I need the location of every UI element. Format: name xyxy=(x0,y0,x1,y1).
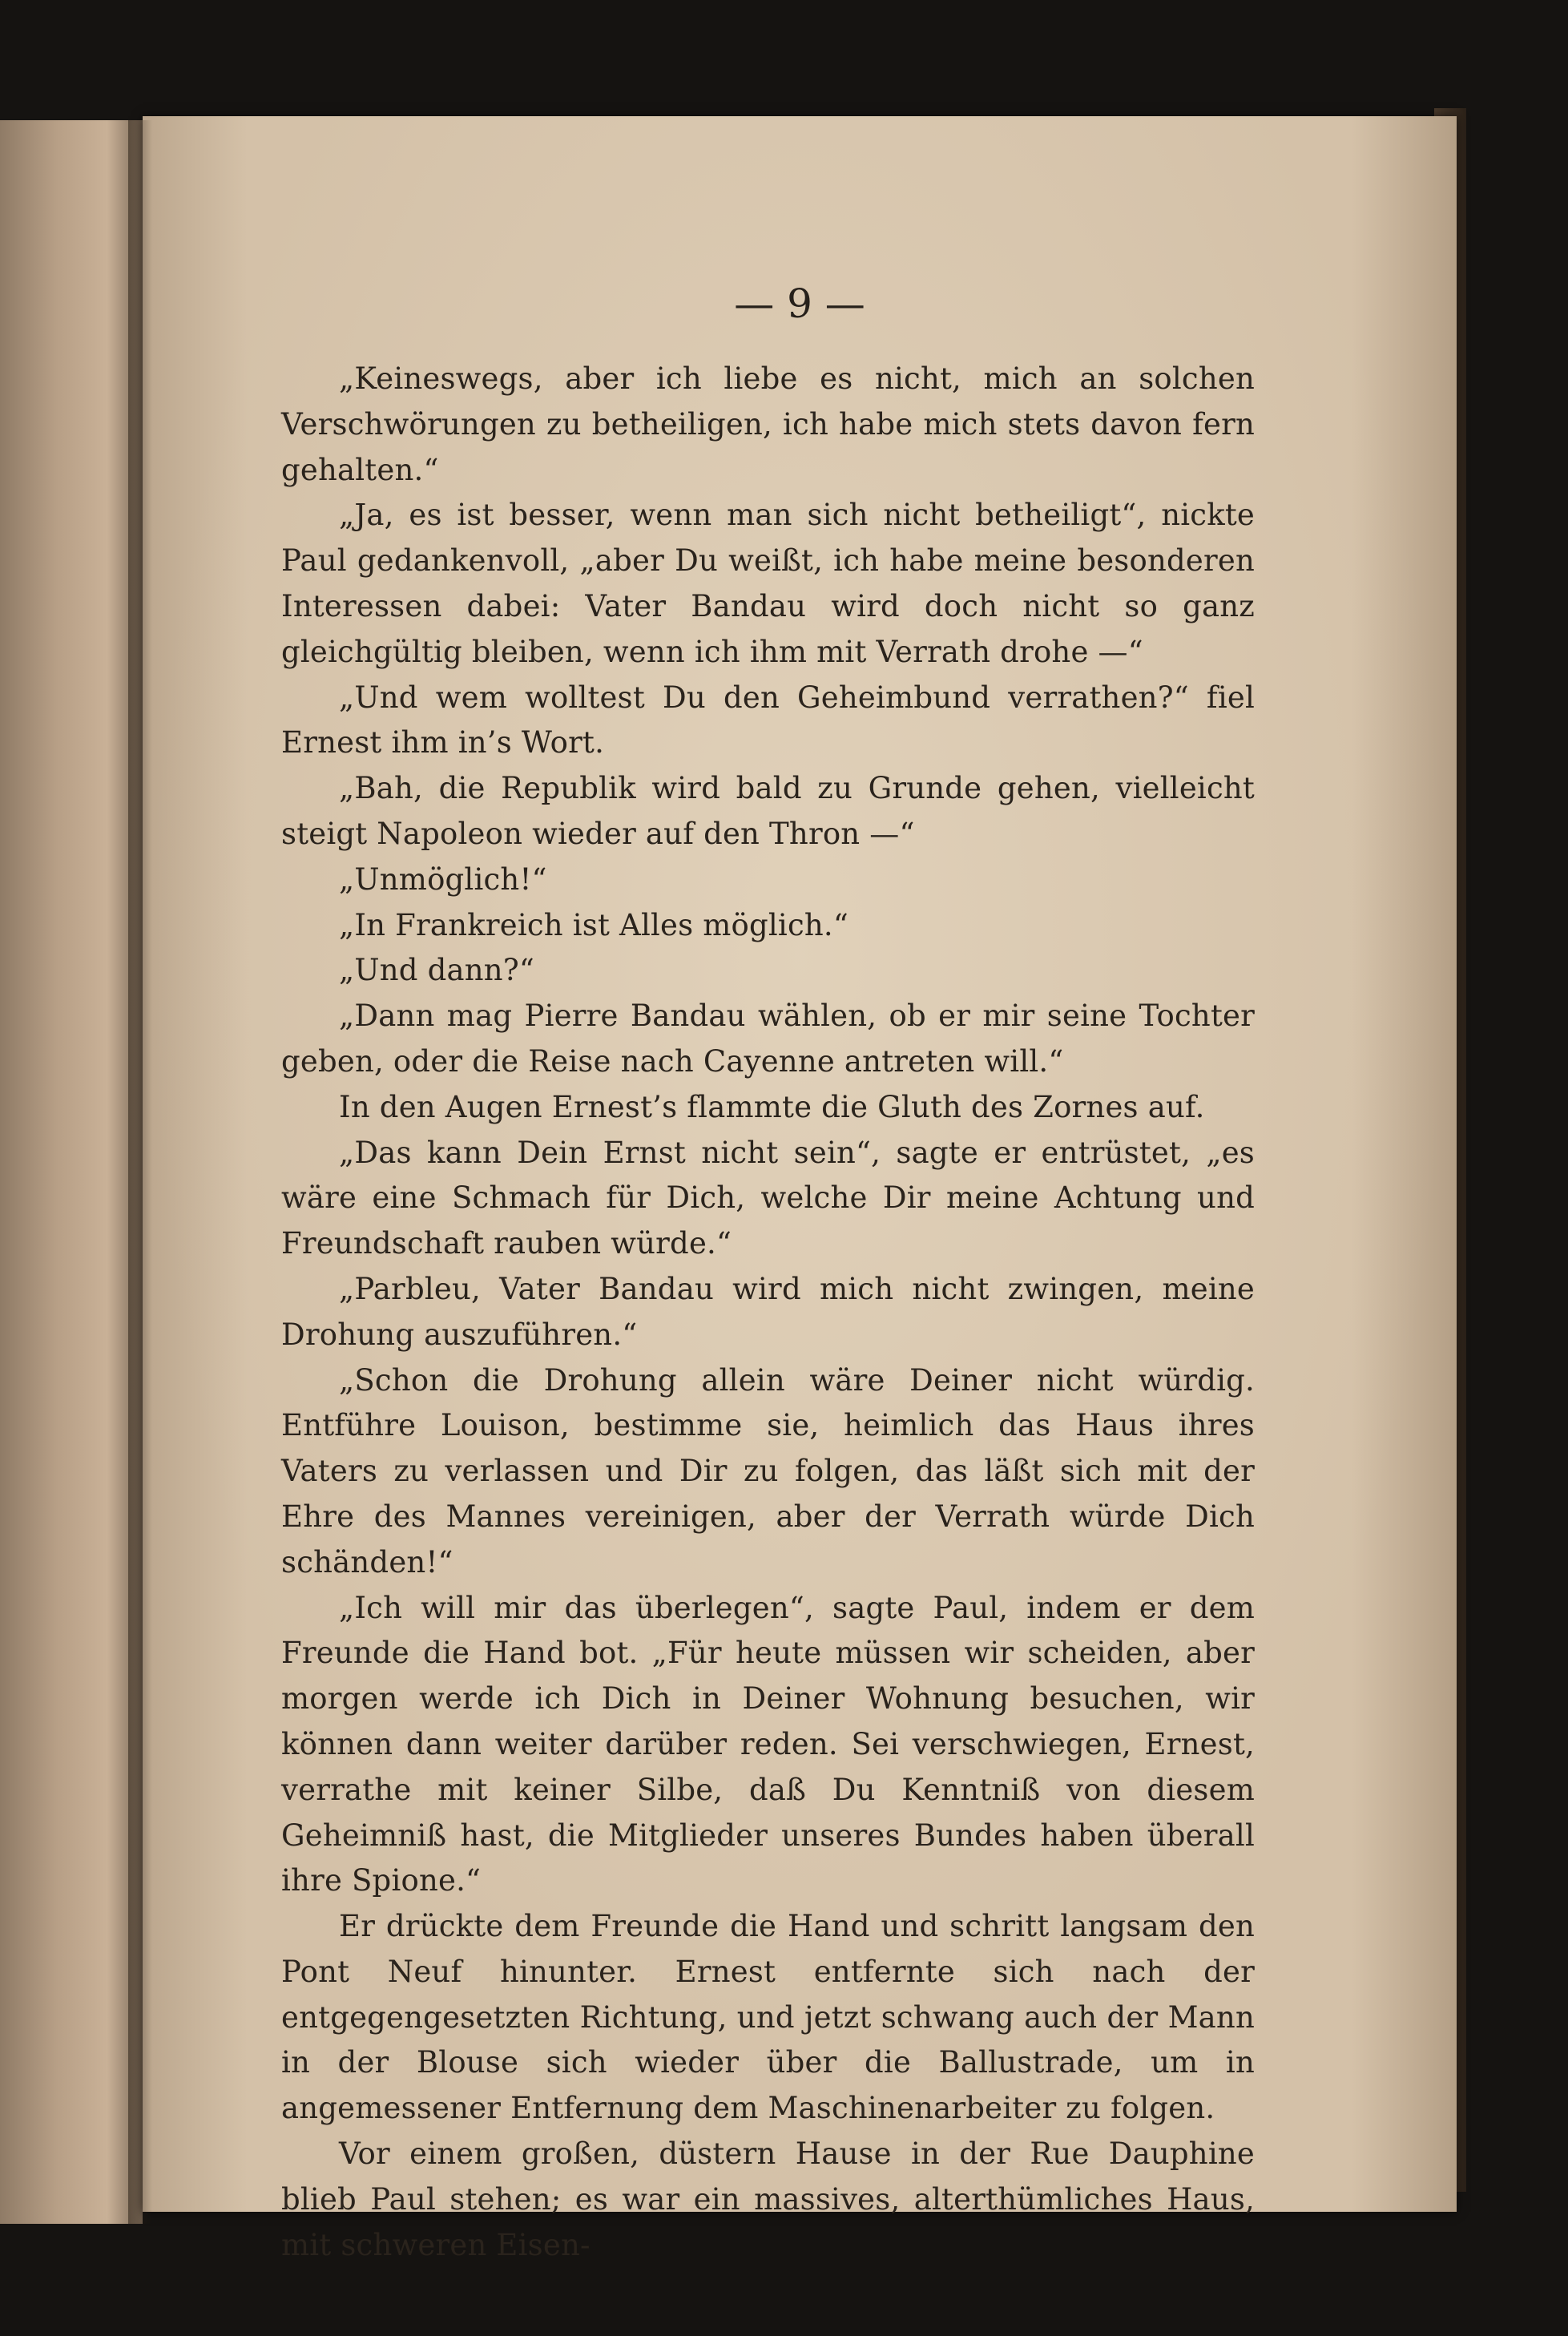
book-page xyxy=(143,116,1457,2262)
paragraph-14: Er drückte dem Freunde die Hand und schritt langsam den Pont Neuf hinunter. Ernest entfernte sich nach der entgegengesetzten Richtung, und jetzt schwang auch der Mann in der Blouse sich wieder über die Ballustrade, um in angemessener Entfernung dem Maschinenarbeiter zu folgen. xyxy=(281,1909,1255,2126)
paragraph-2: „Ja, es ist besser, wenn man sich nicht betheiligt“, nickte Paul gedankenvoll, „aber Du weißt, ich habe meine besonderen Interessen dabei: Vater Bandau wird doch nicht so ganz gleichgültig bleiben, wenn ich ihm mit Verrath drohe —“ xyxy=(281,498,1255,669)
paragraph-1: „Keineswegs, aber ich liebe es nicht, mich an solchen Verschwörungen zu betheiligen, ich habe mich stets davon fern gehalten.“ xyxy=(281,361,1255,487)
page-text xyxy=(281,357,1255,2268)
paragraph-6: „In Frankreich ist Alles möglich.“ xyxy=(339,907,848,942)
paragraph-4: „Bah, die Republik wird bald zu Grunde gehen, vielleicht steigt Napoleon wieder auf den Thron —“ xyxy=(281,771,1255,851)
paragraph-5: „Unmöglich!“ xyxy=(339,861,547,897)
paragraph-11: „Parbleu, Vater Bandau wird mich nicht zwingen, meine Drohung auszuführen.“ xyxy=(281,1271,1255,1352)
paragraph-7: „Und dann?“ xyxy=(339,953,534,988)
paragraph-8: „Dann mag Pierre Bandau wählen, ob er mir seine Tochter geben, oder die Reise nach Cayenne antreten will.“ xyxy=(281,999,1255,1079)
page-number: — 9 — xyxy=(734,280,865,327)
paragraph-9: In den Augen Ernest’s flammte die Gluth des Zornes auf. xyxy=(339,1089,1205,1124)
paragraph-15: Vor einem großen, düstern Hause in der Rue Dauphine blieb Paul stehen; es war ein massives, alterthümliches Haus, mit schweren Eisen- xyxy=(281,2136,1255,2262)
paragraph-13: „Ich will mir das überlegen“, sagte Paul, indem er dem Freunde die Hand bot. „Für heute müssen wir scheiden, aber morgen werde ich Dich in Deiner Wohnung besuchen, wir können dann weiter darüber reden. Sei verschwiegen, Ernest, verrathe mit keiner Silbe, daß Du Kenntniß von diesem Geheimniß hast, die Mitglieder unseres Bundes haben überall ihre Spione.“ xyxy=(281,1590,1255,1898)
paragraph-3: „Und wem wolltest Du den Geheimbund verrathen?“ fiel Ernest ihm in’s Wort. xyxy=(281,680,1255,761)
paragraph-12: „Schon die Drohung allein wäre Deiner nicht würdig. Entführe Louison, bestimme sie, heimlich das Haus ihres Vaters zu verlassen und Dir zu folgen, das läßt sich mit der Ehre des Mannes vereinigen, aber der Verrath würde Dich schänden!“ xyxy=(281,1362,1255,1580)
spine-shadow xyxy=(128,120,152,2224)
paragraph-10: „Das kann Dein Ernst nicht sein“, sagte er entrüstet, „es wäre eine Schmach für Dich, welche Dir meine Achtung und Freundschaft rauben würde.“ xyxy=(281,1135,1255,1261)
facing-page-edge xyxy=(0,120,143,2224)
